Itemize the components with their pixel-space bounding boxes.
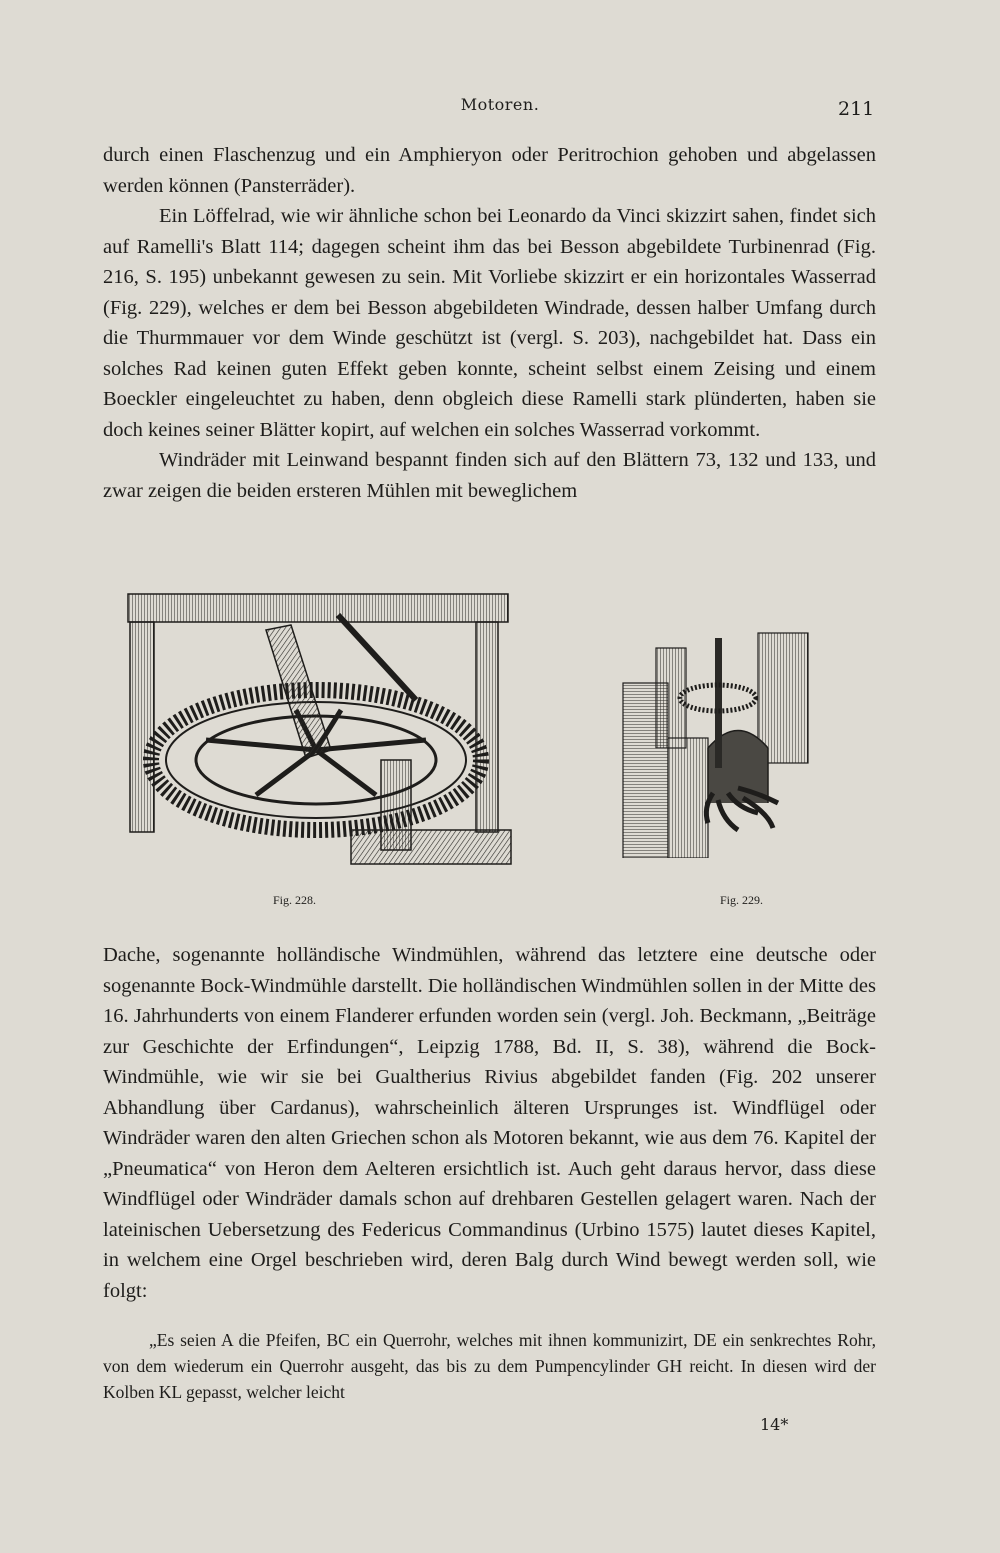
- running-head: Motoren.: [460, 95, 540, 114]
- paragraph-1: durch einen Flaschenzug und ein Amphieryon oder Peritrochion gehoben und abgelassen werden können (Pansterräder).: [103, 144, 876, 197]
- text-block-2: [103, 940, 876, 1306]
- figure-229-caption: Fig. 229.: [720, 893, 764, 907]
- paragraph-3: Windräder mit Leinwand bespannt finden sich auf den Blättern 73, 132 und 133, und zwar zeigen die beiden ersteren Mühlen mit beweglichem: [103, 449, 876, 502]
- quote-paragraph: „Es seien A die Pfeifen, BC ein Querrohr, welches mit ihnen kommunizirt, DE ein senkrechtes Rohr, von dem wiederum ein Querrohr ausgeht, das bis zu dem Pumpencylinder GH reicht. In diesen wird der Kolben KL gepasst, welcher leicht: [103, 1330, 876, 1402]
- figure-229-water-wheel: [618, 628, 818, 858]
- text-block-1: [103, 140, 876, 506]
- page-number: 211: [838, 98, 875, 120]
- signature-mark: 14*: [760, 1415, 789, 1434]
- figure-228-caption: Fig. 228.: [273, 893, 317, 907]
- paragraph-4: Dache, sogenannte holländische Windmühlen, während das letztere eine deutsche oder sogenannte Bock-Windmühle darstellt. Die holländischen Windmühlen sollen in der Mitte des 16. Jahrhunderts von einem Flanderer erfunden worden sein (vergl. Joh. Beckmann, „Beiträge zur Geschichte der Erfindungen“, Leipzig 1788, Bd. II, S. 38), während die Bock-Windmühle, wie wir sie bei Gualtherius Rivius abgebildet fanden (Fig. 202 unserer Abhandlung über Cardanus), wahrscheinlich älteren Ursprunges ist. Windflügel oder Windräder waren den alten Griechen schon als Motoren bekannt, wie aus dem 76. Kapitel der „Pneumatica“ von Heron dem Aelteren ersichtlich ist. Auch geht daraus hervor, dass diese Windflügel oder Windräder damals schon auf drehbaren Gestellen gelagert waren. Nach der lateinischen Uebersetzung des Federicus Commandinus (Urbino 1575) lautet dieses Kapitel, in welchem eine Orgel beschrieben wird, deren Balg durch Wind bewegt werden soll, wie folgt:: [103, 944, 876, 1302]
- quotation: [103, 1327, 876, 1405]
- paragraph-2: Ein Löffelrad, wie wir ähnliche schon bei Leonardo da Vinci skizzirt sahen, findet sich auf Ramelli's Blatt 114; dagegen scheint ihm das bei Besson abgebildete Turbinenrad (Fig. 216, S. 195) unbekannt gewesen zu sein. Mit Vorliebe skizzirt er ein horizontales Wasserrad (Fig. 229), welches er dem bei Besson abgebildeten Windrade, dessen halber Umfang durch die Thurmmauer vor dem Winde geschützt ist (vergl. S. 203), nachgebildet hat. Dass ein solches Rad keinen guten Effekt geben konnte, scheint selbst einem Zeising und einem Boeckler eingeleuchtet zu haben, denn obgleich diese Ramelli stark plünderten, haben sie doch keines seiner Blätter kopirt, auf welchen ein solches Wasserrad vorkommt.: [103, 205, 876, 441]
- figure-228-horizontal-wheel: [126, 590, 526, 875]
